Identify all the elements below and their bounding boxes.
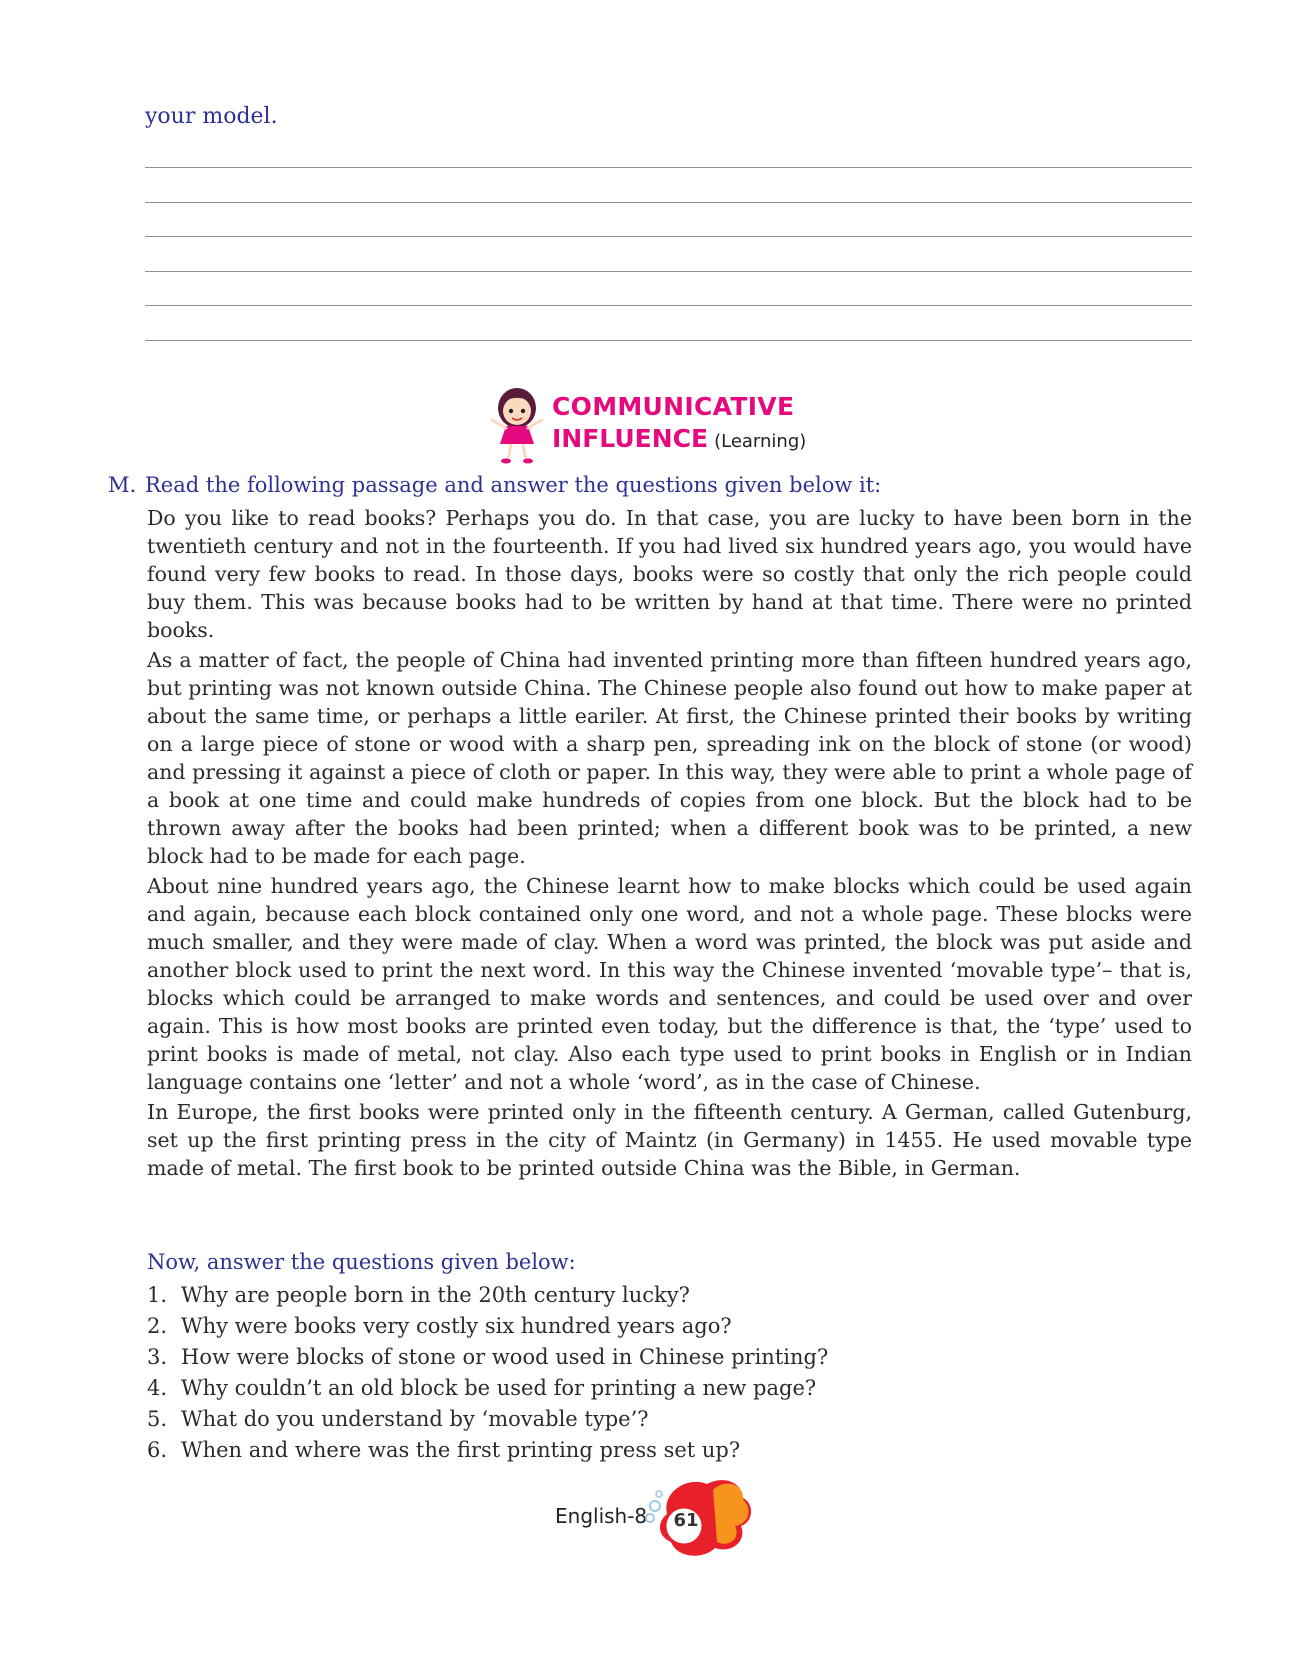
question-number: 5. xyxy=(147,1407,168,1431)
section-title-word: INFLUENCE xyxy=(552,424,709,453)
reading-passage xyxy=(147,504,1192,1184)
question-text: Why are people born in the 20th century lucky? xyxy=(181,1283,690,1307)
book-title: English-8 xyxy=(555,1504,648,1528)
section-title: COMMUNICATIVE xyxy=(552,392,795,421)
writing-line[interactable] xyxy=(145,158,1192,168)
passage-paragraph: As a matter of fact, the people of China had invented printing more than fifteen hundred years ago, but printing was not known outside China. The Chinese people also found out how to make paper at about the same time, or perhaps a little eariler. At first, the Chinese printed their books by writing on a large piece of stone or wood with a sharp pen, spreading ink on the block of stone (or wood) and pressing it against a piece of cloth or paper. In this way, they were able to print a whole page of a book at one time and could make hundreds of copies from one block. But the block had to be thrown away after the books had been printed; when a different book was to be printed, a new block had to be made for each page. xyxy=(147,648,1192,868)
passage-paragraph: Do you like to read books? Perhaps you do. In that case, you are lucky to have been born in the twentieth century and not in the fourteenth. If you had lived six hundred years ago, you would have found very few books to read. In those days, books were so costly that only the rich people could buy them. This was because books had to be written by hand at that time. There were no printed books. xyxy=(147,506,1192,642)
question-number: 2. xyxy=(147,1314,168,1338)
exercise-letter: M. xyxy=(108,473,137,497)
question-list xyxy=(147,1280,1147,1466)
questions-heading: Now, answer the questions given below: xyxy=(147,1250,576,1274)
question-text: What do you understand by ‘movable type’? xyxy=(181,1407,649,1431)
section-heading xyxy=(484,384,824,464)
writing-line[interactable] xyxy=(145,237,1192,272)
question-number: 4. xyxy=(147,1376,168,1400)
question-item xyxy=(147,1342,1147,1373)
question-text: How were blocks of stone or wood used in Chinese printing? xyxy=(181,1345,829,1369)
question-item xyxy=(147,1311,1147,1342)
writing-line[interactable] xyxy=(145,168,1192,203)
passage-paragraph: In Europe, the first books were printed only in the fifteenth century. A German, called Gutenburg, set up the first printing press in the city of Maintz (in Germany) in 1455. He used movable type made of metal. The first book to be printed outside China was the Bible, in German. xyxy=(147,1100,1192,1180)
question-number: 6. xyxy=(147,1438,168,1462)
page-number: 61 xyxy=(673,1510,699,1531)
question-text: Why couldn’t an old block be used for printing a new page? xyxy=(181,1376,817,1400)
question-number: 1. xyxy=(147,1283,168,1307)
section-title-line2 xyxy=(552,424,806,453)
writing-lines xyxy=(145,158,1192,341)
writing-line[interactable] xyxy=(145,203,1192,238)
question-text: Why were books very costly six hundred years ago? xyxy=(181,1314,732,1338)
girl-mascot-icon xyxy=(484,384,550,466)
question-item xyxy=(147,1373,1147,1404)
question-number: 3. xyxy=(147,1345,168,1369)
passage-paragraph: About nine hundred years ago, the Chinese learnt how to make blocks which could be used again and again, because each block contained only one word, and not a whole page. These blocks were much smaller, and they were made of clay. When a word was printed, the block was put aside and another block used to print the next word. In this way the Chinese invented ‘movable type’– that is, blocks which could be arranged to make words and sentences, and could be used over and over again. This is how most books are printed even today, but the difference is that, the ‘type’ used to print books is made of metal, not clay. Also each type used to print books in English or in Indian language contains one ‘letter’ and not a whole ‘word’, as in the case of Chinese. xyxy=(147,874,1192,1094)
page-footer xyxy=(555,1470,775,1558)
writing-line[interactable] xyxy=(145,306,1192,341)
question-item xyxy=(147,1404,1147,1435)
section-subtitle: (Learning) xyxy=(714,431,807,452)
question-item xyxy=(147,1280,1147,1311)
exercise-instruction xyxy=(108,473,1208,497)
question-text: When and where was the first printing press set up? xyxy=(181,1438,741,1462)
instruction-text: Read the following passage and answer the questions given below it: xyxy=(145,473,882,497)
question-item xyxy=(147,1435,1147,1466)
writing-line[interactable] xyxy=(145,272,1192,307)
intro-text: your model. xyxy=(145,104,278,129)
